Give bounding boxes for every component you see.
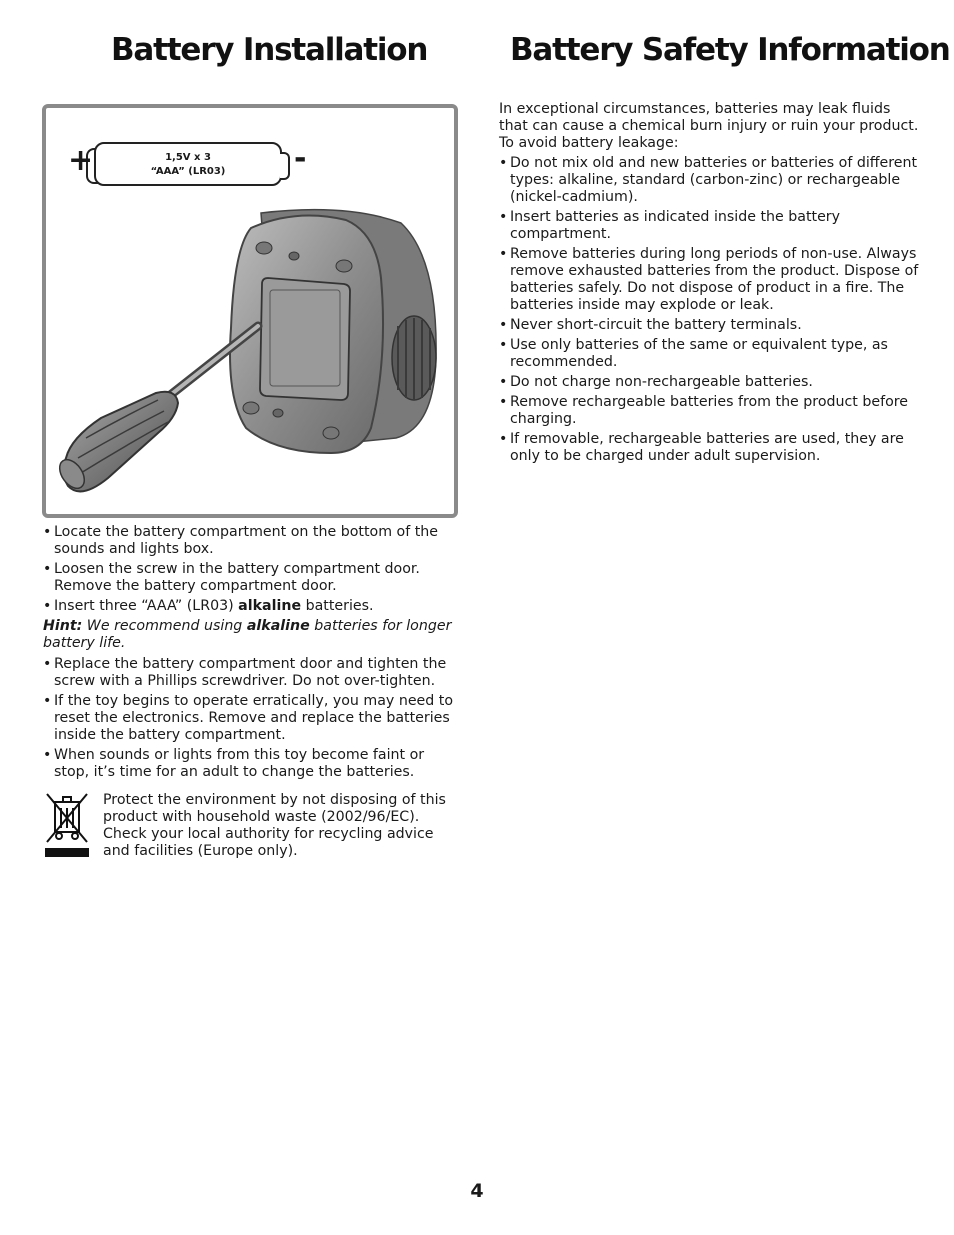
list-item: • Remove rechargeable batteries from the product before charging. [499,394,919,428]
hint-bold: alkaline [246,618,310,634]
list-item: • Replace the battery compartment door and tighten the screw with a Phillips screwdriver. Do not over-tighten. [43,656,458,690]
hint-text [43,618,458,652]
environment-notice [43,792,458,862]
battery-label [94,142,282,186]
battery-installation-illustration [42,104,458,518]
list-item: • Insert batteries as indicated inside the battery compartment. [499,209,919,243]
environment-text: Protect the environment by not disposing of this product with household waste (2002/96/EC). Check your local authority for recycling advice and facilities (Europe only). [103,792,446,859]
minus-sign: - [294,141,307,176]
list-item: • Do not charge non-rechargeable batteries. [499,374,919,391]
plus-sign: + [68,143,94,178]
safety-intro: In exceptional circumstances, batteries may leak fluids that can cause a chemical burn injury or ruin your product. To avoid battery leakage: [499,101,919,151]
page-number: 4 [470,1180,484,1202]
list-item [43,598,458,615]
hint-suffix: batteries for longer battery life. [43,618,452,651]
list-item: • Use only batteries of the same or equivalent type, as recommended. [499,337,919,371]
insert-step-bold: alkaline [238,598,302,614]
battery-safety-heading: Battery Safety Information [510,32,950,68]
list-item: • Never short-circuit the battery terminals. [499,317,919,334]
list-item: • Do not mix old and new batteries or batteries of different types: alkaline, standard (carbon-zinc) or rechargeable (nickel-cadmium). [499,155,919,206]
installation-instructions [43,524,458,784]
list-item: • Locate the battery compartment on the bottom of the sounds and lights box. [43,524,458,558]
list-item: • When sounds or lights from this toy become faint or stop, it’s time for an adult to change the batteries. [43,747,458,781]
battery-type-label: “AAA” (LR03) [150,166,226,177]
list-item: • Remove batteries during long periods of non-use. Always remove exhausted batteries from the product. Dispose of batteries safely. Do not dispose of product in a fire. The batteries inside may explode or leak. [499,246,919,314]
insert-step-text: Insert three “AAA” (LR03) [54,598,239,614]
hint-label: Hint: [43,618,83,634]
battery-installation-heading: Battery Installation [111,32,428,68]
insert-step-suffix: batteries. [301,598,374,614]
hint-prefix: We recommend using [82,618,247,634]
battery-voltage-label: 1,5V x 3 [165,152,211,163]
battery-safety-information [499,101,919,468]
list-item: • Loosen the screw in the battery compartment door. Remove the battery compartment door. [43,561,458,595]
crossed-out-wheelie-bin-icon [43,792,91,860]
list-item: • If removable, rechargeable batteries are used, they are only to be charged under adult supervision. [499,431,919,465]
list-item: • If the toy begins to operate erratically, you may need to reset the electronics. Remove and replace the batteries inside the battery compartment. [43,693,458,744]
battery-negative-terminal [280,152,290,180]
